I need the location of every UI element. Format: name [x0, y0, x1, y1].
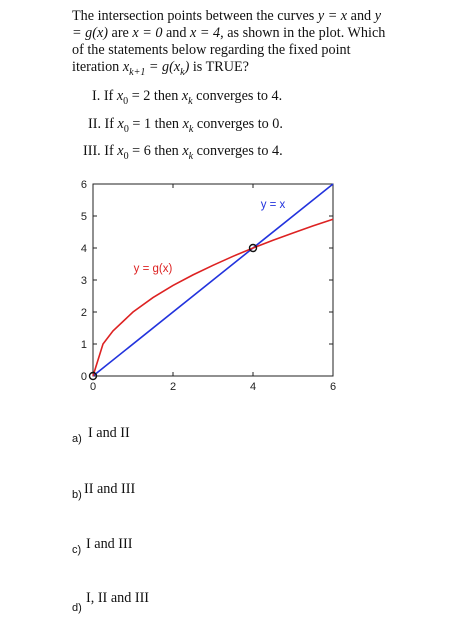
option-d-text: I, II and III	[86, 590, 150, 606]
y-tick-label: 2	[80, 307, 87, 319]
option-d-letter: d)	[72, 602, 82, 614]
y-tick-label: 4	[80, 243, 87, 255]
statement-2: II. If $x_0 = 1$ then $x_k$ converges to 0.	[88, 116, 283, 135]
x-tick-label: 2	[169, 381, 177, 393]
intersection-plot	[60, 170, 350, 405]
y-tick-label: 5	[80, 211, 87, 223]
option-a-text: I and II	[88, 425, 130, 441]
question-text: The intersection points between the curves y = x and y = g(x) are x = 0 and x = 4, as shown in the plot. Which of the statements below regarding the fixed point iteration $x_{k+1} = g(x_k)$ is TRUE?	[72, 8, 386, 78]
label-y-equals-g-of-x: y = g(x)	[133, 263, 173, 275]
y-tick-label: 1	[80, 339, 87, 351]
x-tick-label: 0	[89, 381, 97, 393]
series-line-g-of-x	[93, 219, 333, 376]
option-b-letter: b)	[72, 489, 82, 501]
y-tick-label: 6	[80, 179, 87, 191]
label-y-equals-x: y = x	[260, 199, 286, 211]
x-tick-label: 4	[249, 381, 257, 393]
x-tick-label: 6	[329, 381, 337, 393]
option-c-letter: c)	[72, 544, 82, 556]
statement-3: III. If $x_0 = 6$ then $x_k$ converges to 4.	[83, 143, 283, 162]
statement-1: I. If $x_0 = 2$ then $x_k$ converges to 4.	[92, 88, 283, 107]
option-c-text: I and III	[86, 536, 133, 552]
option-b-text: II and III	[84, 481, 136, 497]
series-line-y-equals-x	[93, 184, 333, 376]
y-tick-label: 3	[80, 275, 87, 287]
option-a-letter: a)	[72, 433, 82, 445]
y-tick-label: 0	[80, 371, 87, 383]
